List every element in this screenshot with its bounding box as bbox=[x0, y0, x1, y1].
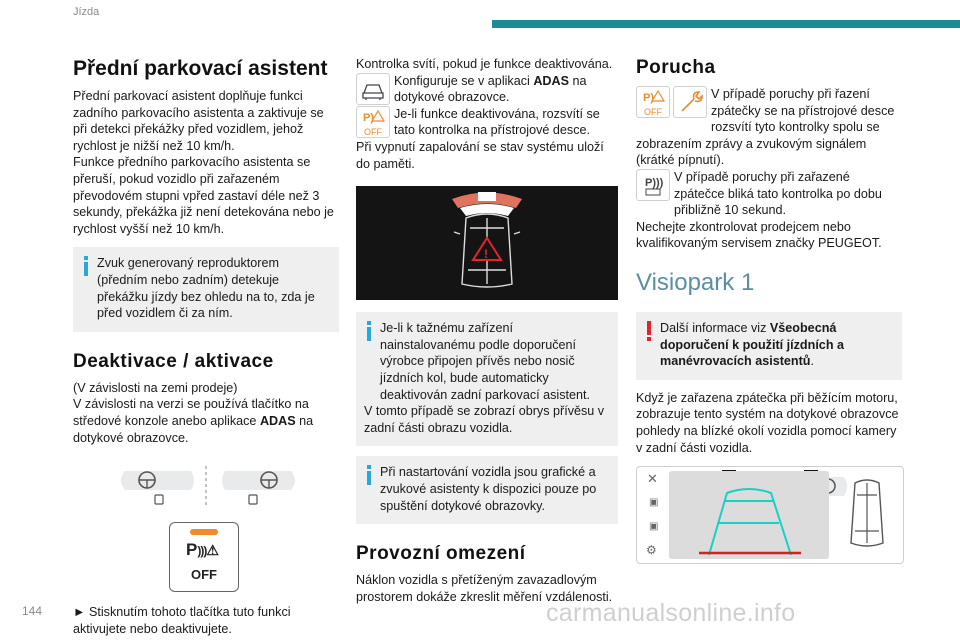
heading-visiopark: Visiopark 1 bbox=[636, 268, 755, 296]
paragraph-limits: Náklon vozidla s přetíženým zavazadlovým prostorem dokáže zkreslit měření vzdálenosti. bbox=[356, 573, 613, 604]
car-top-view-icon bbox=[837, 477, 897, 553]
fault-paragraph-block bbox=[636, 86, 902, 169]
info-icon bbox=[367, 465, 371, 485]
section-title: Jízda bbox=[73, 6, 100, 18]
lock-icon-2[interactable]: ▣ bbox=[649, 521, 659, 532]
close-icon[interactable]: ✕ bbox=[647, 471, 658, 486]
fault-lamps bbox=[636, 86, 707, 118]
warning-note-text bbox=[644, 320, 892, 370]
warning-exclamation-icon bbox=[647, 321, 651, 341]
adas-config-row bbox=[356, 73, 618, 106]
info-icon bbox=[367, 321, 371, 341]
heading-front-park-assist: Přední parkovací asistent bbox=[73, 57, 328, 80]
button-indicator-led bbox=[190, 529, 218, 535]
heading-operating-limits: Provozní omezení bbox=[356, 543, 526, 565]
deactivated-lamp-row bbox=[356, 106, 618, 139]
header-accent-bar bbox=[492, 20, 960, 28]
text-part: na dotykové obrazovce. bbox=[73, 413, 314, 445]
paragraph-lamp-on: Kontrolka svítí, pokud je funkce deaktivována. bbox=[356, 57, 613, 71]
button-p-letter: P bbox=[186, 540, 198, 560]
info-note-text: Zvuk generovaný reproduktorem (předním nebo zadním) detekuje překážku jízdy bez ohledu na to, zda je před vozidlem či za ním. bbox=[97, 256, 315, 321]
service-wrench-icon bbox=[673, 86, 707, 118]
park-assist-off-button[interactable] bbox=[169, 522, 239, 592]
paragraph-deact-version bbox=[73, 396, 339, 446]
camera-screen bbox=[636, 466, 904, 564]
adas-label: ADAS bbox=[533, 73, 569, 88]
info-note bbox=[73, 247, 339, 331]
paragraph-lamp-deactivated: Je-li funkce deaktivována, rozsvítí se tato kontrolka na přístrojové desce. bbox=[394, 106, 600, 138]
text-part: Další informace viz bbox=[660, 320, 770, 335]
paragraph-visiopark: Když je zařazena zpátečka při běžícím motoru, zobrazuje tento systém na dotykové obrazovce pohledy na blízké okolí vozidla pomocí kamery v zadní části vozidla. bbox=[636, 390, 899, 455]
warning-note bbox=[636, 312, 902, 380]
info-icon bbox=[84, 256, 88, 276]
paragraph-fault-3: Nechejte zkontrolovat prodejcem nebo kvalifikovaným servisem značky PEUGEOT. bbox=[636, 219, 882, 251]
off-label: OFF bbox=[644, 107, 662, 117]
paragraph-fault-2: V případě poruchy při zařazené zpátečce bliká tato kontrolka po dobu přibližně 10 sekund. bbox=[674, 169, 882, 218]
button-off-label: OFF bbox=[191, 567, 217, 583]
svg-text:!: ! bbox=[484, 247, 488, 262]
text-part: V závislosti na verzi se používá tlačítko na středové konzole anebo aplikace bbox=[73, 397, 309, 428]
column-2 bbox=[356, 56, 618, 605]
paragraph-intro-2: Funkce předního parkovacího asistenta se přeruší, pokud vozidlo při zařazeném převodovém stupni vpřed zastaví déle než 3 sekundy, překážka již není detekována nebo je rychlost vyšší než 10 km/h. bbox=[73, 155, 334, 236]
text-part: Konfiguruje se v aplikaci bbox=[394, 73, 534, 88]
column-1 bbox=[73, 56, 339, 637]
settings-icon[interactable]: ⚙ bbox=[646, 543, 657, 557]
camera-sidebar bbox=[643, 469, 663, 561]
warning-link-text: Všeobecná doporučení k použití jízdních a manévrovacích asistentů bbox=[660, 320, 845, 369]
startup-info-note bbox=[356, 456, 618, 524]
adas-label: ADAS bbox=[259, 413, 296, 428]
car-front-icon bbox=[356, 73, 390, 105]
watermark: carmanualsonline.info bbox=[546, 599, 796, 627]
paragraph-deact-country: (V závislosti na zemi prodeje) bbox=[73, 380, 238, 395]
paragraph-intro: Přední parkovací asistent doplňuje funkci zadního parkovacího asistenta a zaktivuje se při detekci překážky před vozidlem, jehož rychlost je nižší než 10 km/h. bbox=[73, 89, 324, 153]
column-3 bbox=[636, 56, 902, 518]
park-assist-fault-icon bbox=[636, 169, 670, 201]
heading-deactivation: Deaktivace / aktivace bbox=[73, 350, 274, 372]
paragraph-adas-config bbox=[394, 73, 618, 106]
parking-sensor-display-image bbox=[356, 186, 618, 300]
steering-wheel-right-icon bbox=[222, 471, 295, 504]
fault-paragraph-2-block bbox=[636, 169, 902, 219]
text-part: . bbox=[810, 354, 814, 369]
startup-note-text: Při nastartování vozidla jsou grafické a zvukové asistenty k dispozici pouze po spuštění dotykové obrazovky. bbox=[380, 465, 597, 513]
svg-text:P): P) bbox=[363, 111, 374, 124]
svg-text:P): P) bbox=[643, 92, 654, 104]
steering-wheel-left-icon bbox=[121, 471, 194, 504]
bullet-press-button: ► Stisknutím tohoto tlačítka tuto funkci aktivujete nebo deaktivujete. bbox=[73, 605, 291, 636]
trailer-info-note bbox=[356, 312, 618, 446]
steering-wheel-diagram bbox=[73, 460, 339, 510]
parking-sensor-icon: P)))⚠ bbox=[186, 540, 219, 560]
lock-icon[interactable]: ▣ bbox=[649, 497, 659, 508]
park-assist-off-warning-icon bbox=[636, 86, 670, 118]
paragraph-memory: Při vypnutí zapalování se stav systému uloží do paměti. bbox=[356, 139, 604, 171]
paragraph-fault-1: V případě poruchy při řazení zpátečky se na přístrojové desce rozsvítí tyto kontrolky spolu se zobrazením zprávy a zvukovým signálem (krátké pípnutí). bbox=[636, 87, 895, 168]
off-label: OFF bbox=[364, 126, 382, 137]
trailer-note-text-2: V tomto případě se zobrazí obrys přívěsu v zadní části obrazu vozidla. bbox=[364, 404, 605, 435]
heading-fault: Porucha bbox=[636, 57, 716, 78]
page-number: 144 bbox=[22, 604, 43, 618]
rear-camera-view bbox=[669, 471, 829, 559]
text-part: na dotykové obrazovce. bbox=[394, 73, 587, 105]
park-assist-off-warning-icon bbox=[356, 106, 390, 138]
trailer-note-text: Je-li k tažnému zařízení nainstalovanému podle doporučení výrobce připojen přívěs nebo nosič jízdních kol, bude automaticky deaktivován zadní parkovací asistent. bbox=[380, 321, 591, 402]
svg-text:P))): P))) bbox=[645, 176, 664, 189]
